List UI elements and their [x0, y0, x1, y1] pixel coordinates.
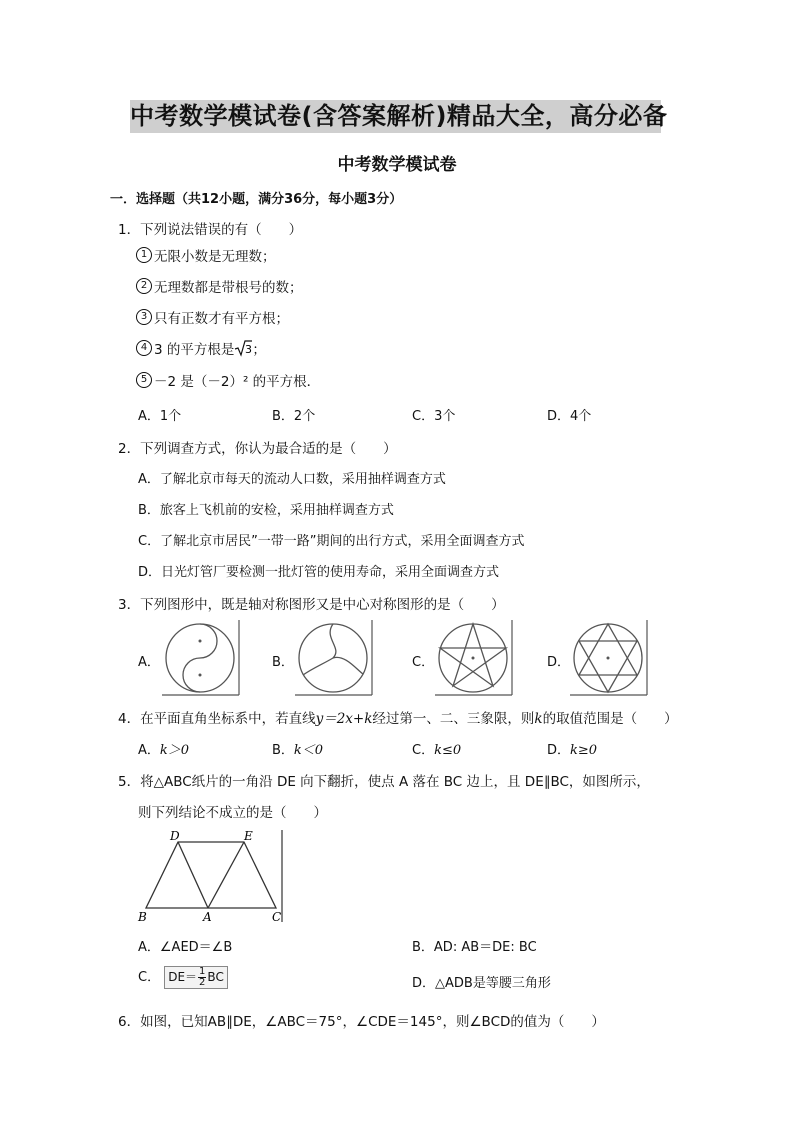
q2-option-c: C．了解北京市居民”一带一路”期间的出行方式，采用全面调查方式: [138, 534, 525, 549]
q4-option-a: A．k＞0: [138, 743, 190, 758]
q1-option-a: A．1个: [138, 409, 182, 424]
label-d: D: [170, 829, 180, 843]
document-banner: 中考数学模试卷(含答案解析)精品大全，高分必备: [130, 100, 661, 133]
q2-option-a: A．了解北京市每天的流动人口数，采用抽样调查方式: [138, 472, 446, 487]
label-a: A: [203, 910, 212, 924]
q5-stem-line1: 5．将△ABC纸片的一角沿 DE 向下翻折，使点 A 落在 BC 边上，且 DE∥BC，如图所示，: [118, 774, 650, 790]
q5-option-c: C． DE＝ $\frac{1}{2}$ BC: [138, 966, 228, 989]
circled-number-2: 2: [136, 278, 152, 294]
q3-stem: 3．下列图形中，既是轴对称图形又是中心对称图形的是（ ）: [118, 597, 505, 613]
q4-option-b: B．k＜0: [272, 743, 324, 758]
q1-option-b: B．2个: [272, 409, 316, 424]
circled-number-4: 4: [136, 340, 152, 356]
q3-option-a: A．: [138, 655, 160, 670]
q1-item-5: 5 －2 是（－2）² 的平方根．: [136, 370, 320, 390]
swirl-figure: [293, 620, 375, 696]
q1-item-3: 3 只有正数才有平方根；: [136, 307, 289, 327]
q1-item-1: 1 无限小数是无理数；: [136, 245, 276, 265]
circled-number-3: 3: [136, 309, 152, 325]
q4-option-d: D．k≥0: [547, 743, 598, 758]
q1-option-d: D．4个: [547, 409, 592, 424]
q4-option-c: C．k≤0: [412, 743, 462, 758]
q3-option-d: D．: [547, 655, 571, 670]
q6-stem: 6．如图，已知AB∥DE，∠ABC＝75°，∠CDE＝145°，则∠BCD的值为（ ）: [118, 1014, 605, 1030]
exam-title: 中考数学模试卷: [337, 155, 457, 175]
circled-number-1: 1: [136, 247, 152, 263]
q5-option-b: B．AD: AB＝DE: BC: [412, 940, 537, 955]
label-e: E: [244, 829, 253, 843]
q1-option-c: C．3个: [412, 409, 456, 424]
pentagram-figure: [433, 620, 515, 696]
q4-stem: 4．在平面直角坐标系中，若直线y＝2x+k经过第一、二、三象限，则k的取值范围是（ ）: [118, 711, 678, 727]
hexagram-figure: [568, 620, 650, 696]
svg-text:3: 3: [245, 343, 253, 356]
section-heading: 一．选择题（共12小题，满分36分，每小题3分）: [110, 192, 403, 207]
fraction-formula: DE＝ $\frac{1}{2}$ BC: [164, 966, 228, 989]
q3-option-c: C．: [412, 655, 435, 670]
q5-option-a: A．∠AED＝∠B: [138, 940, 233, 955]
yin-yang-figure: [160, 620, 242, 696]
q5-option-d: D．△ADB是等腰三角形: [412, 976, 551, 991]
q1-stem: 1．下列说法错误的有（ ）: [118, 222, 303, 238]
q1-item-2: 2 无理数都是带根号的数；: [136, 276, 303, 296]
q5-stem-line2: 则下列结论不成立的是（ ）: [138, 805, 327, 821]
circled-number-5: 5: [136, 372, 152, 388]
sqrt-symbol: [234, 339, 252, 361]
q3-option-b: B．: [272, 655, 294, 670]
triangle-fold-figure: [136, 828, 288, 924]
label-b: B: [138, 910, 147, 924]
label-c: C: [272, 910, 282, 924]
q1-item-4: 4 3 的平方根是 3 ；: [136, 338, 266, 361]
q2-option-b: B．旅客上飞机前的安检，采用抽样调查方式: [138, 503, 394, 518]
q2-option-d: D．日光灯管厂要检测一批灯管的使用寿命，采用全面调查方式: [138, 565, 500, 580]
q2-stem: 2．下列调查方式，你认为最合适的是（ ）: [118, 441, 397, 457]
